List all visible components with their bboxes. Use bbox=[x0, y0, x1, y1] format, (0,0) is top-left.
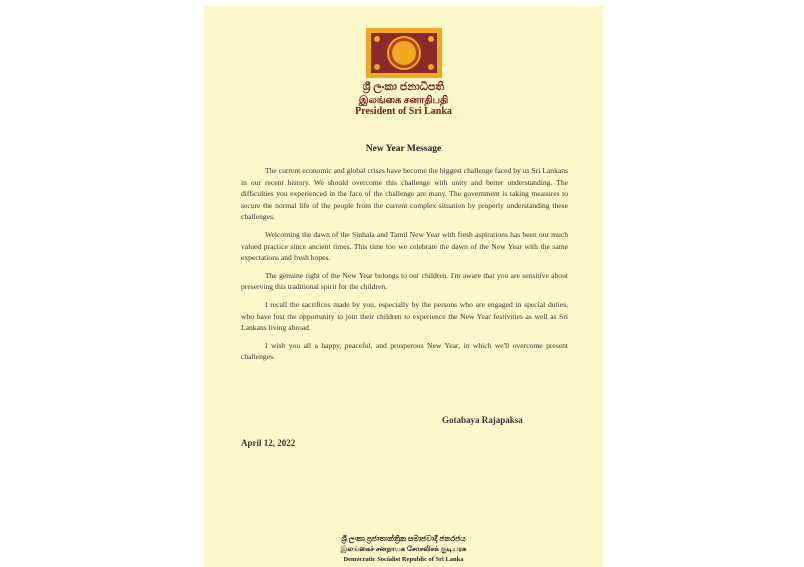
letter-title: New Year Message bbox=[365, 144, 442, 154]
paragraph: I recall the sacrifices made by you, especially by the persons who are engaged in special duties, who have lost the opportunity to join their children to experience the New Year festivities as well as Sri Lankans living abroad. bbox=[241, 299, 568, 333]
header-english: President of Sri Lanka bbox=[355, 106, 452, 117]
letter-body bbox=[241, 165, 568, 369]
dharma-wheel-icon bbox=[392, 41, 416, 65]
footer-english: Democratic Socialist Republic of Sri Lanka bbox=[343, 556, 464, 563]
paragraph: The genuine right of the New Year belongs to our children. I'm aware that you are sensitive about preserving this traditional spirit for the children. bbox=[241, 270, 568, 292]
letter-page bbox=[204, 6, 603, 567]
presidential-flag-emblem bbox=[366, 28, 442, 78]
header-tamil: இலங்கை சனாதிபதி bbox=[358, 95, 449, 106]
paragraph: Welcoming the dawn of the Sinhala and Tamil New Year with fresh aspirations has been our much valued practice since ancient times. This time too we celebrate the dawn of the New Year with the same expectations and fresh hopes. bbox=[241, 229, 568, 263]
signature-name: Gotabaya Rajapaksa bbox=[442, 415, 523, 425]
header-sinhala: ශ්‍රී ලංකා ජනාධිපති bbox=[362, 81, 445, 93]
footer-sinhala: ශ්‍රී ලංකා ප්‍රජාතාන්ත්‍රික සමාජවාදී ජනරජය bbox=[341, 534, 466, 543]
paragraph: I wish you all a happy, peaceful, and prosperous New Year, in which we'll overcome present challenges. bbox=[241, 340, 568, 362]
footer-tamil: இலங்கைச் சனநாயக சோசலிசக் குடியரசு bbox=[340, 545, 467, 553]
letter-date: April 12, 2022 bbox=[241, 438, 296, 448]
paragraph: The current economic and global crises have become the biggest challenge faced by us Sri Lankans in our recent history. We should overcome this challenge with unity and better understanding. The difficulties you experienced in the face of the challenge are many. The government is taking measures to secure the normal life of the people from the current complex situation by properly understanding these challenges. bbox=[241, 166, 568, 222]
